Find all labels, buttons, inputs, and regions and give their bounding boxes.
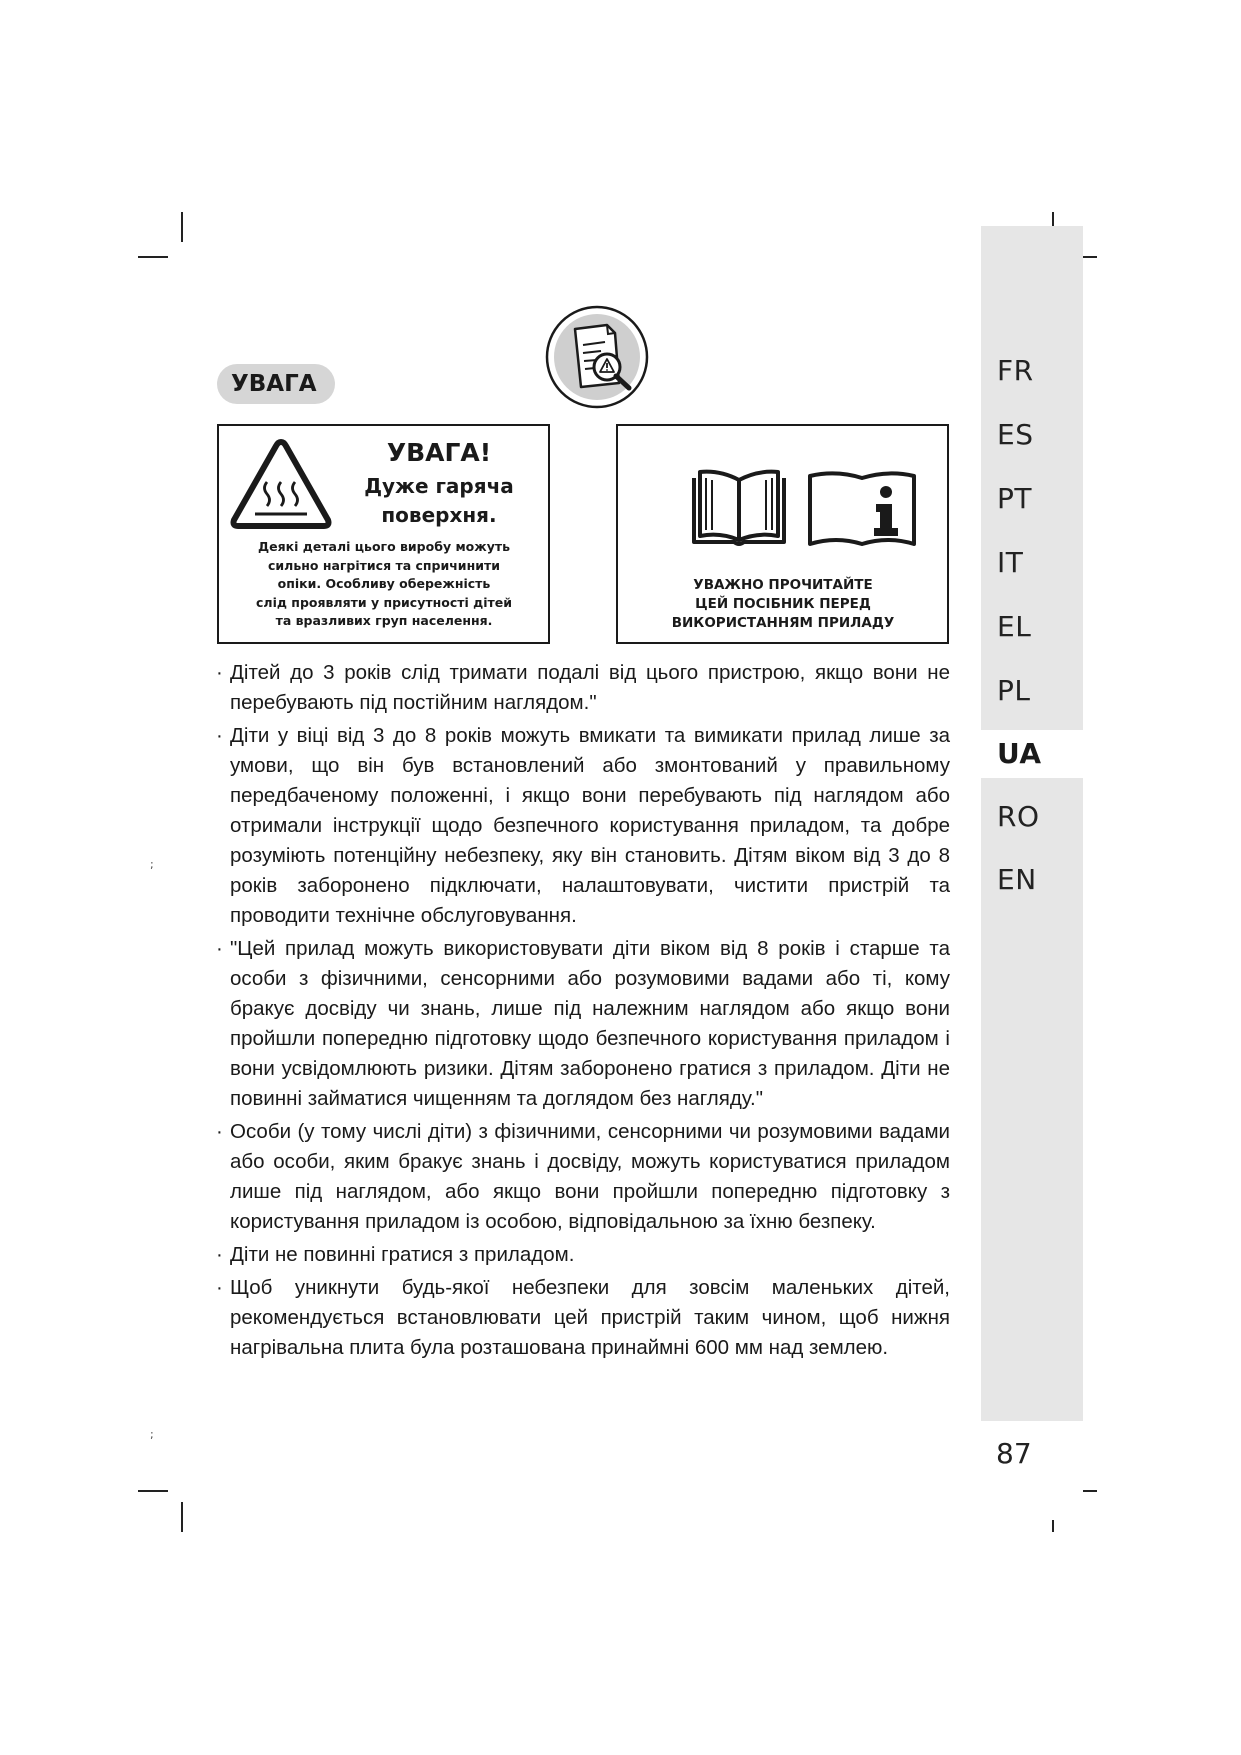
margin-mark: ;	[150, 858, 154, 871]
lang-tab-it[interactable]: IT	[997, 546, 1024, 579]
read-manual-text	[628, 576, 938, 633]
safety-bullet-list	[216, 658, 950, 1366]
bullet-marker: ·	[216, 1243, 223, 1266]
read-manual-line: ВИКОРИСТАННЯМ ПРИЛАДУ	[671, 615, 895, 631]
bullet-text: Діти у віці від 3 до 8 років можуть вмикати та вимикати прилад лише за умови, що він був встановлений або змонтований у правильному передбаченому положенні, і якщо вони перебувають під наглядом або отримали інструкції щодо безпечного користування приладом, та добре розуміють потенційну небезпеку, яку він становить. Дітям віком від 3 до 8 років заборонено підключати, налаштовувати, чистити пристрій та проводити технічне обслуговування.	[230, 724, 950, 927]
open-book-icon	[688, 468, 790, 550]
list-item	[216, 721, 950, 931]
warning-description-line: та вразливих груп населення.	[275, 613, 493, 628]
bullet-marker: ·	[216, 661, 223, 684]
bullet-text: Щоб уникнути будь-якої небезпеки для зовсім маленьких дітей, рекомендується встановлювати цей пристрій таким чином, щоб нижня нагрівальна плита була розташована принаймні 600 мм над землею.	[230, 1276, 950, 1359]
bullet-text: Діти не повинні гратися з приладом.	[230, 1243, 575, 1266]
read-manual-box	[616, 424, 949, 644]
lang-tab-es[interactable]: ES	[997, 418, 1034, 451]
warning-description	[227, 538, 541, 631]
lang-tab-pl[interactable]: PL	[997, 674, 1031, 707]
bullet-marker: ·	[216, 724, 223, 747]
list-item	[216, 934, 950, 1114]
info-manual-icon	[806, 468, 918, 550]
list-item	[216, 1117, 950, 1237]
section-heading: УВАГА	[217, 364, 335, 404]
page-number: 87	[981, 1421, 1083, 1520]
hot-surface-warning-icon	[229, 436, 333, 532]
warning-description-line: Деякі деталі цього виробу можуть	[257, 539, 510, 554]
hot-surface-warning-box	[217, 424, 550, 644]
lang-tab-ua[interactable]: UA	[981, 730, 1083, 778]
crop-mark	[138, 256, 168, 258]
lang-tab-fr[interactable]: FR	[997, 354, 1034, 387]
read-manual-line: УВАЖНО ПРОЧИТАЙТЕ	[693, 577, 873, 593]
warning-subtitle-line: поверхня.	[381, 503, 497, 527]
crop-mark	[138, 1490, 168, 1492]
lang-tab-pt[interactable]: PT	[997, 482, 1032, 515]
list-item	[216, 1273, 950, 1363]
language-sidebar	[981, 226, 1083, 1520]
bullet-text: "Цей прилад можуть використовувати діти віком від 8 років і старше та особи з фізичними, сенсорними або розумовими вадами або ті, кому бракує досвіду чи знань, лише під належним наглядом або якщо вони пройшли попередню підготовку щодо безпечного користування приладом і вони усвідомлюють ризики. Дітям заборонено гратися з приладом. Діти не повинні займатися чищенням та доглядом без нагляду."	[230, 937, 950, 1110]
lang-tab-el[interactable]: EL	[997, 610, 1032, 643]
warning-subtitle	[349, 472, 529, 530]
document-warning-icon	[545, 305, 649, 409]
bullet-marker: ·	[216, 1276, 223, 1299]
lang-tab-ro[interactable]: RO	[997, 800, 1040, 833]
bullet-text: Дітей до 3 років слід тримати подалі від цього пристрою, якщо вони не перебувають під постійним наглядом."	[230, 661, 950, 714]
warning-subtitle-line: Дуже гаряча	[364, 474, 514, 498]
warning-description-line: сильно нагрітися та спричинити	[268, 557, 500, 573]
read-manual-line: ЦЕЙ ПОСІБНИК ПЕРЕД	[695, 596, 871, 612]
bullet-text: Особи (у тому числі діти) з фізичними, сенсорними чи розумовими вадами або особи, яким бракує знань і досвіду, можуть користуватися приладом лише під наглядом, або якщо вони пройшли попередню підготовку з користування приладом із особою, відповідальною за їхню безпеку.	[230, 1120, 950, 1233]
list-item	[216, 1240, 950, 1270]
crop-mark	[181, 1502, 183, 1532]
list-item	[216, 658, 950, 718]
warning-description-line: слід проявляти у присутності дітей	[256, 594, 512, 610]
lang-tab-en[interactable]: EN	[997, 863, 1037, 896]
margin-mark: ;	[150, 1428, 154, 1441]
warning-title: УВАГА!	[386, 438, 492, 467]
crop-mark	[181, 212, 183, 242]
bullet-marker: ·	[216, 937, 223, 960]
bullet-marker: ·	[216, 1120, 223, 1143]
warning-description-line: опіки. Особливу обережність	[277, 576, 491, 591]
